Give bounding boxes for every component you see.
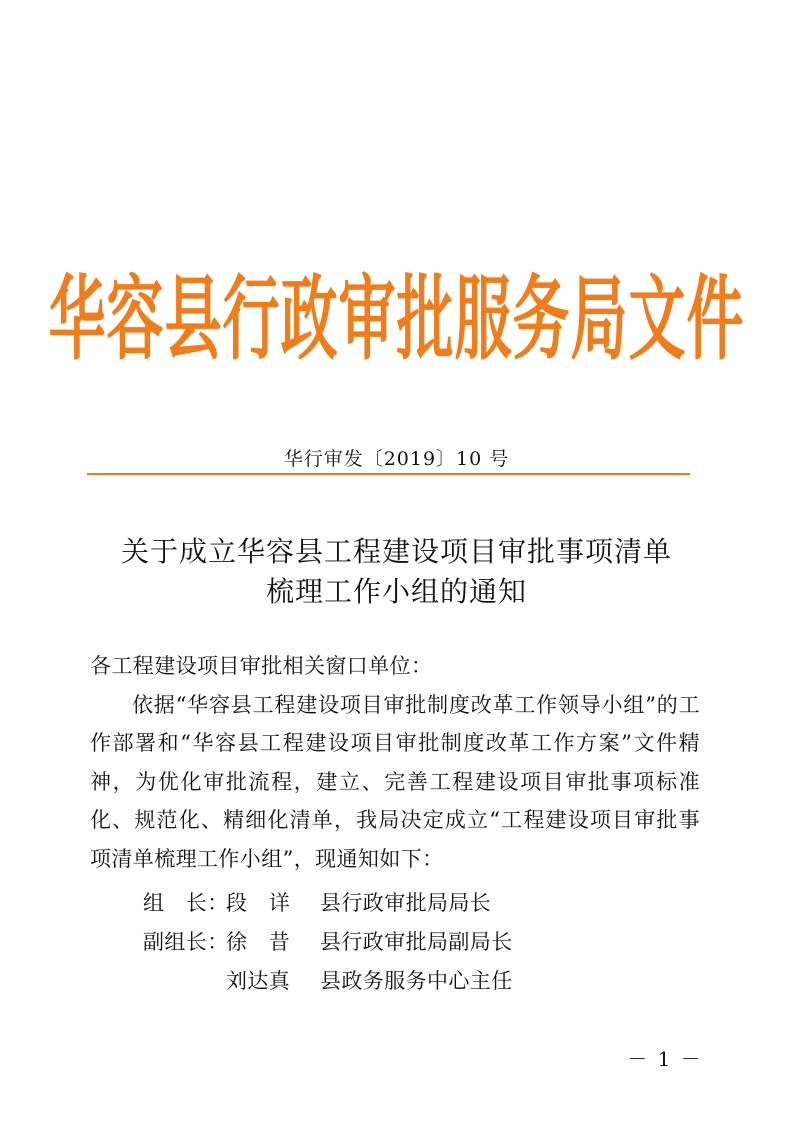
roster-name: 段 详: [226, 891, 291, 915]
roster-position: 县行政审批局副局长: [320, 930, 513, 954]
roster-row: [0, 962, 793, 1000]
notice-body: [90, 647, 700, 878]
body-paragraph: 依据“华容县工程建设项目审批制度改革工作领导小组”的工作部署和“华容县工程建设项目审批制度改革工作方案”文件精神，为优化审批流程，建立、完善工程建设项目审批事项标准化、规范化、精细化清单，我局决定成立“工程建设项目审批事项清单梳理工作小组”，现通知如下：: [90, 692, 700, 871]
salutation: 各工程建设项目审批相关窗口单位：: [90, 654, 433, 678]
roster-position: 县政务服务中心主任: [320, 969, 513, 993]
roster-row: [0, 884, 793, 922]
roster-role: 副组长：: [143, 930, 229, 954]
document-number: 华行审发〔2019〕10 号: [283, 448, 510, 470]
notice-title-line-2: 梳理工作小组的通知: [265, 575, 527, 608]
agency-header-title: 华容县行政审批服务局文件: [48, 267, 745, 373]
notice-title-line-1: 关于成立华容县工程建设项目审批事项清单: [120, 535, 672, 568]
roster-role: 组 长：: [143, 891, 229, 915]
roster-name: 徐 昔: [226, 930, 291, 954]
notice-title: [0, 532, 793, 612]
roster-row: [0, 923, 793, 961]
roster-position: 县行政审批局局长: [320, 891, 492, 915]
header-divider: [87, 473, 690, 475]
page-number: － 1 －: [627, 1047, 703, 1071]
roster-name: 刘达真: [226, 969, 291, 993]
